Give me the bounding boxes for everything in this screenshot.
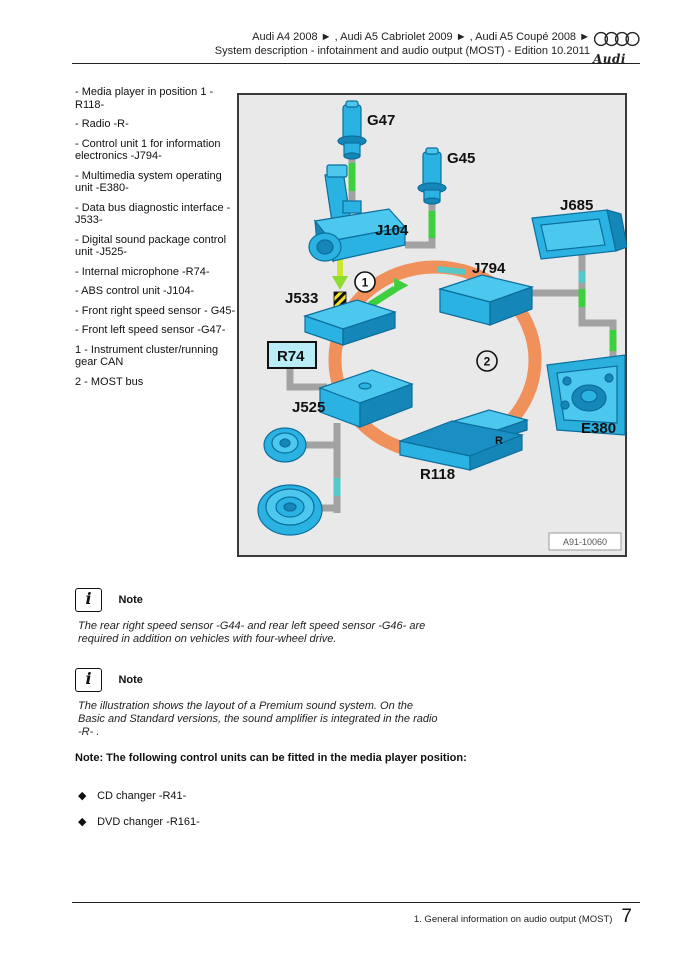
component-legend [75, 86, 240, 395]
label-j685: J685 [560, 197, 594, 214]
audi-rings-icon [593, 29, 641, 49]
audi-logo [593, 29, 641, 66]
most-bus-diagram [237, 93, 627, 557]
footer-page-number: 7 [621, 906, 632, 927]
page-footer [414, 906, 632, 928]
label-j104: J104 [375, 222, 409, 239]
speaker-small [264, 428, 306, 462]
note-2-header [75, 668, 143, 692]
speaker-large [258, 485, 322, 535]
figure-reference [549, 533, 621, 550]
legend-item: - Digital sound package control unit -J525- [75, 233, 227, 258]
legend-item: - Multimedia system operating unit -E380- [75, 169, 222, 194]
header-document-title: System description - infotainment and audio output (MOST) - Edition 10.2011 [214, 45, 590, 57]
svg-text:2: 2 [483, 354, 491, 369]
legend-item: 2 - MOST bus [75, 375, 144, 388]
label-j794: J794 [472, 260, 506, 277]
most-ring-teal-dash [437, 269, 465, 272]
label-j525: J525 [292, 399, 326, 416]
label-g47: G47 [367, 112, 396, 129]
legend-item: - Front right speed sensor - G45- [75, 304, 236, 317]
header-rule [72, 63, 640, 64]
note-1-header [75, 588, 143, 612]
info-icon: i [75, 588, 102, 612]
diamond-bullet-icon: ◆ [78, 790, 87, 802]
legend-item: - Control unit 1 for information electronics -J794- [75, 137, 221, 162]
note-2-text: The illustration shows the layout of a Premium sound system. On the Basic and Standard versions, the sound amplifier is integrated in the radio -R- . [78, 700, 438, 738]
callout-1 [355, 272, 375, 292]
footer-section-title: 1. General information on audio output (MOST) [413, 914, 613, 925]
note-1-text: The rear right speed sensor -G44- and rear left speed sensor -G46- are required in addition on vehicles with four-wheel drive. [78, 620, 426, 645]
bullet-item-cd-changer [78, 789, 186, 802]
bullet-text: CD changer -R41- [97, 790, 187, 802]
fitting-note: Note: The following control units can be fitted in the media player position: [75, 752, 467, 764]
bullet-text: DVD changer -R161- [97, 816, 200, 828]
header-model-line: Audi A4 2008 ► , Audi A5 Cabriolet 2009 ► , Audi A5 Coupé 2008 ► [252, 31, 590, 43]
footer-rule [72, 902, 640, 903]
note-label: Note [118, 594, 143, 606]
legend-item: - Radio -R- [75, 118, 129, 130]
label-e380: E380 [581, 420, 617, 437]
note-label: Note [118, 674, 143, 686]
legend-item: - Front left speed sensor -G47- [75, 324, 226, 336]
legend-item: - ABS control unit -J104- [75, 285, 195, 297]
page-header [215, 30, 590, 58]
legend-item: - Internal microphone -R74- [75, 265, 210, 278]
j685-display-unit [532, 210, 627, 259]
label-g45: G45 [447, 150, 476, 167]
label-r74: R74 [277, 348, 305, 365]
legend-item: - Data bus diagnostic interface -J533- [75, 201, 231, 226]
diamond-bullet-icon: ◆ [78, 816, 87, 828]
label-r118: R118 [420, 466, 456, 483]
svg-text:A91-10060: A91-10060 [562, 537, 608, 547]
bullet-item-dvd-changer [78, 815, 200, 828]
legend-item: 1 - Instrument cluster/running gear CAN [75, 343, 219, 368]
label-r: R [495, 435, 503, 447]
most-bus-diagram-svg [237, 93, 627, 557]
svg-text:1: 1 [361, 275, 369, 290]
info-icon: i [75, 668, 102, 692]
legend-item: - Media player in position 1 - R118- [75, 86, 214, 111]
audi-logo-text: Audi [593, 52, 626, 66]
label-j533: J533 [285, 290, 319, 307]
